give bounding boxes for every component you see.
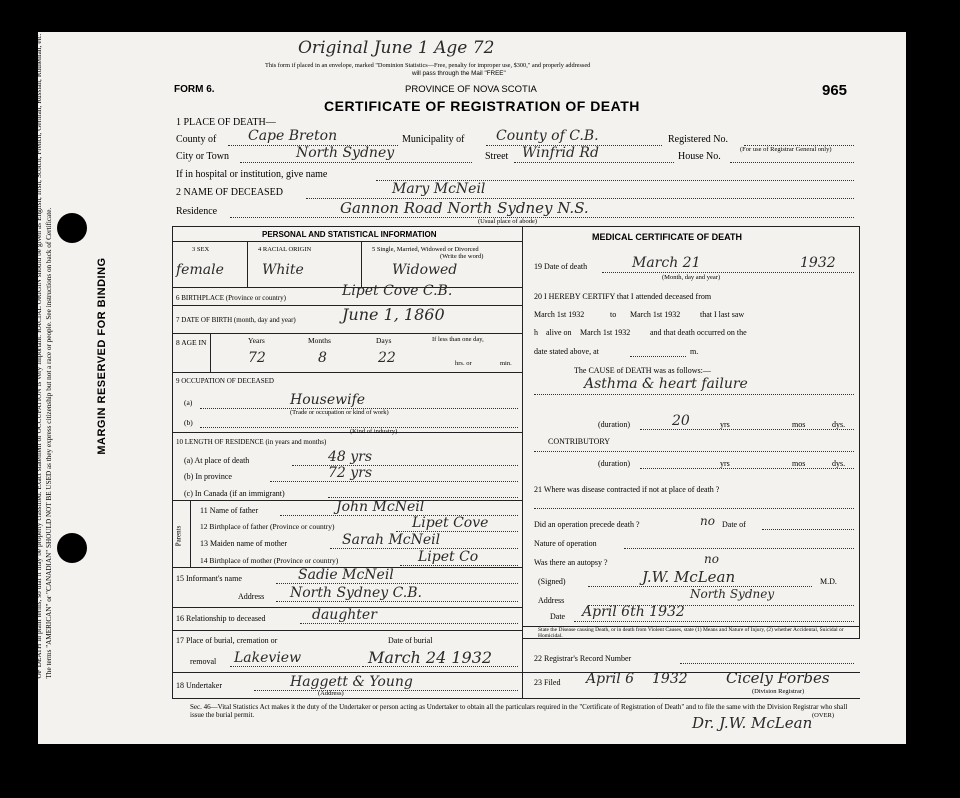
birthplace-value: Lipet Cove C.B. — [342, 283, 453, 299]
marital-label: 5 Single, Married, Widowed or Divorced — [372, 246, 479, 253]
physician-address-label: Address — [538, 596, 565, 605]
sex-value: female — [176, 262, 224, 278]
occupation-a-note: (Trade or occupation or kind of work) — [290, 409, 389, 416]
municipality-label: Municipality of — [402, 134, 465, 145]
registered-label: Registered No. — [668, 134, 728, 145]
certificate-date: April 6th 1932 — [582, 604, 685, 620]
res-a-label: (a) At place of death — [184, 456, 250, 465]
mother-birthplace-value: Lipet Co — [418, 549, 479, 565]
personal-section-title: PERSONAL AND STATISTICAL INFORMATION — [262, 230, 437, 239]
undertaker-label: 18 Undertaker — [176, 681, 222, 690]
sex-label: 3 SEX — [192, 246, 210, 253]
race-label: 4 RACIAL ORIGIN — [258, 246, 312, 253]
statute-note: Sec. 46—Vital Statistics Act makes it the duty of the Undertaker or person acting as Undertaker to obtain all the particulars required in the "Certificate of Registration of Death" and to file the same with the Division Registrar who shall issue the burial permit. — [190, 703, 848, 719]
registrar-signature: Cicely Forbes — [726, 669, 830, 687]
months-label: Months — [308, 336, 331, 345]
footer-signature: Dr. J.W. McLean — [692, 714, 813, 732]
days-label: Days — [376, 336, 392, 345]
dob-label: 7 DATE OF BIRTH (month, day and year) — [176, 316, 296, 324]
alive-pronoun: h — [534, 328, 538, 337]
informant-value: Sadie McNeil — [298, 567, 394, 583]
physician-address: North Sydney — [690, 587, 775, 601]
mail-notice-line2: will pass through the Mail "FREE" — [412, 70, 506, 77]
nature-operation-label: Nature of operation — [534, 539, 597, 548]
filed-date: April 6 — [586, 671, 635, 687]
deceased-name-label: 2 NAME OF DECEASED — [176, 187, 283, 198]
informant-address-label: Address — [238, 592, 265, 601]
duration-label: (duration) — [598, 420, 630, 429]
contributory-label: CONTRIBUTORY — [548, 437, 611, 446]
father-birthplace-label: 12 Birthplace of father (Province or country) — [200, 522, 335, 531]
mail-notice-line1: This form if placed in an envelope, marked "Dominion Statistics—Free, penalty for improper use, $300," and properly addressed — [265, 62, 591, 69]
undertaker-value: Haggett & Young — [290, 674, 413, 690]
duration-years: 20 — [672, 413, 690, 429]
years-label: Years — [248, 336, 265, 345]
father-birthplace-value: Lipet Cove — [412, 515, 489, 531]
relationship-value: daughter — [312, 607, 377, 623]
residence-label: Residence — [176, 206, 218, 217]
city-value: North Sydney — [296, 145, 395, 161]
street-value: Winfrid Rd — [522, 145, 599, 161]
occupation-a-value: Housewife — [290, 392, 366, 408]
age-label: 8 AGE IN — [176, 338, 207, 347]
res-a-value: 48 yrs — [328, 449, 373, 465]
dys-label: dys. — [832, 420, 846, 429]
certificate-number: 965 — [822, 82, 848, 99]
relationship-label: 16 Relationship to deceased — [176, 614, 266, 623]
alive-on-label: alive on — [546, 328, 572, 337]
street-label: Street — [485, 151, 509, 162]
certify-label: 20 I HEREBY CERTIFY that I attended deceased from — [534, 292, 712, 301]
hrs-label: hrs. or — [455, 360, 472, 367]
physician-signature: J.W. McLean — [642, 568, 736, 586]
signed-label: (Signed) — [538, 577, 566, 586]
removal-label: removal — [190, 657, 217, 666]
county-label: County of — [176, 134, 217, 145]
autopsy-label: Was there an autopsy ? — [534, 558, 608, 567]
m-label: m. — [690, 347, 699, 356]
contributory-yrs-label: yrs — [720, 459, 730, 468]
age-days: 22 — [378, 350, 396, 366]
cause-label: The CAUSE of DEATH was as follows:— — [574, 366, 711, 375]
contracted-label: 21 Where was disease contracted if not at place of death ? — [534, 485, 720, 494]
informant-address: North Sydney C.B. — [290, 585, 422, 601]
autopsy-value: no — [704, 552, 719, 566]
occupation-b-label: (b) — [184, 418, 193, 427]
violence-note: State the Disease causing Death, or in death from Violent Causes, state (1) Means and Nature of Injury, (2) whether Accidental, Suicidal or Homicidal. — [538, 627, 844, 639]
operation-date-label: Date of — [722, 520, 746, 529]
residence-length-label: 10 LENGTH OF RESIDENCE (in years and months) — [176, 438, 327, 446]
marital-note: (Write the word) — [440, 253, 484, 260]
city-label: City or Town — [176, 151, 230, 162]
place-heading: 1 PLACE OF DEATH— — [176, 117, 276, 128]
contributory-duration-label: (duration) — [598, 459, 630, 468]
parents-label: Parents — [174, 525, 183, 547]
attended-from: March 1st 1932 — [534, 310, 585, 319]
medical-section-title: MEDICAL CERTIFICATE OF DEATH — [592, 232, 742, 242]
yrs-label: yrs — [720, 420, 730, 429]
cause-value: Asthma & heart failure — [584, 376, 748, 392]
to-label: to — [610, 310, 617, 319]
dob-value: June 1, 1860 — [342, 305, 445, 324]
burial-date: March 24 1932 — [368, 648, 493, 667]
county-value: Cape Breton — [248, 128, 338, 144]
death-year: 1932 — [800, 255, 836, 271]
form-number: FORM 6. — [174, 84, 215, 95]
deceased-name: Mary McNeil — [392, 181, 486, 197]
binding-margin-heading: MARGIN RESERVED FOR BINDING — [96, 257, 108, 455]
certificate-date-label: Date — [550, 612, 566, 621]
md-label: M.D. — [820, 577, 837, 586]
death-date-note: (Month, day and year) — [662, 274, 721, 281]
residence-value: Gannon Road North Sydney N.S. — [340, 199, 589, 217]
writing-instructions: N.B.—WRITE PLAINLY WITH UNFADING INK—THIS IS A PERMANENT RECORD. Every item of information should be carefully supplied. AGE should be stated EXACTLY. PHYSICIANS should STATE CAUSE OF DEATH in plain terms, so that it may be properly classified. Exact statement of OCCUPATION is very important. RACIAL ORIGIN should be given as English, Irish, Scotch, French, German, Russian, Ruthenian, etc. The terms "AMERICAN" or "CANADIAN" SHOULD NOT BE USED as they express citizenship but not a race or people. See instructions on back of Certificate. — [26, 33, 53, 679]
min-label: min. — [500, 360, 512, 367]
occupation-a-label: (a) — [184, 398, 193, 407]
less-day-label: If less than one day, — [432, 336, 484, 343]
res-b-value: 72 yrs — [328, 465, 373, 481]
burial-label: 17 Place of burial, cremation or — [176, 636, 278, 645]
death-date-label: 19 Date of death — [534, 262, 588, 271]
original-annotation: Original June 1 Age 72 — [298, 38, 495, 58]
age-years: 72 — [248, 350, 266, 366]
house-label: House No. — [678, 151, 721, 162]
hospital-label: If in hospital or institution, give name — [176, 169, 328, 180]
binding-margin — [26, 34, 112, 679]
date-above-label: date stated above, at — [534, 347, 599, 356]
undertaker-address-note: (Address) — [318, 690, 344, 697]
age-months: 8 — [318, 350, 327, 366]
informant-label: 15 Informant's name — [176, 574, 242, 583]
mother-value: Sarah McNeil — [342, 532, 441, 548]
marital-value: Widowed — [392, 262, 458, 278]
record-number-label: 22 Registrar's Record Number — [534, 654, 632, 663]
filed-label: 23 Filed — [534, 678, 561, 687]
attended-to: March 1st 1932 — [630, 310, 681, 319]
birthplace-label: 6 BIRTHPLACE (Province or country) — [176, 294, 287, 302]
contributory-dys-label: dys. — [832, 459, 846, 468]
municipality-value: County of C.B. — [496, 128, 599, 144]
res-b-label: (b) In province — [184, 472, 232, 481]
death-date: March 21 — [632, 255, 701, 271]
burial-place: Lakeview — [234, 650, 302, 666]
registrar-note: (Division Registrar) — [752, 688, 805, 695]
race-value: White — [262, 262, 304, 278]
burial-date-label: Date of burial — [388, 636, 433, 645]
father-value: John McNeil — [336, 499, 425, 515]
alive-on-value: March 1st 1932 — [580, 328, 631, 337]
filed-year: 1932 — [652, 671, 688, 687]
registered-note: (For use of Registrar General only) — [740, 146, 832, 153]
last-saw-label: that I last saw — [700, 310, 745, 319]
father-label: 11 Name of father — [200, 506, 259, 515]
mother-birthplace-label: 14 Birthplace of mother (Province or country) — [200, 556, 339, 565]
operation-value: no — [700, 514, 715, 528]
occupation-b-note: (Kind of industry) — [350, 428, 398, 435]
mother-label: 13 Maiden name of mother — [200, 539, 288, 548]
document-title: CERTIFICATE OF REGISTRATION OF DEATH — [324, 98, 640, 114]
contributory-mos-label: mos — [792, 459, 806, 468]
occurred-label: and that death occurred on the — [650, 328, 747, 337]
usual-abode-note: (Usual place of abode) — [478, 218, 538, 225]
over-label: (OVER) — [812, 712, 835, 719]
res-c-label: (c) In Canada (if an immigrant) — [184, 489, 285, 498]
mos-label: mos — [792, 420, 806, 429]
province-heading: PROVINCE OF NOVA SCOTIA — [405, 84, 537, 95]
operation-label: Did an operation precede death ? — [534, 520, 640, 529]
occupation-label: 9 OCCUPATION OF DECEASED — [176, 377, 274, 385]
